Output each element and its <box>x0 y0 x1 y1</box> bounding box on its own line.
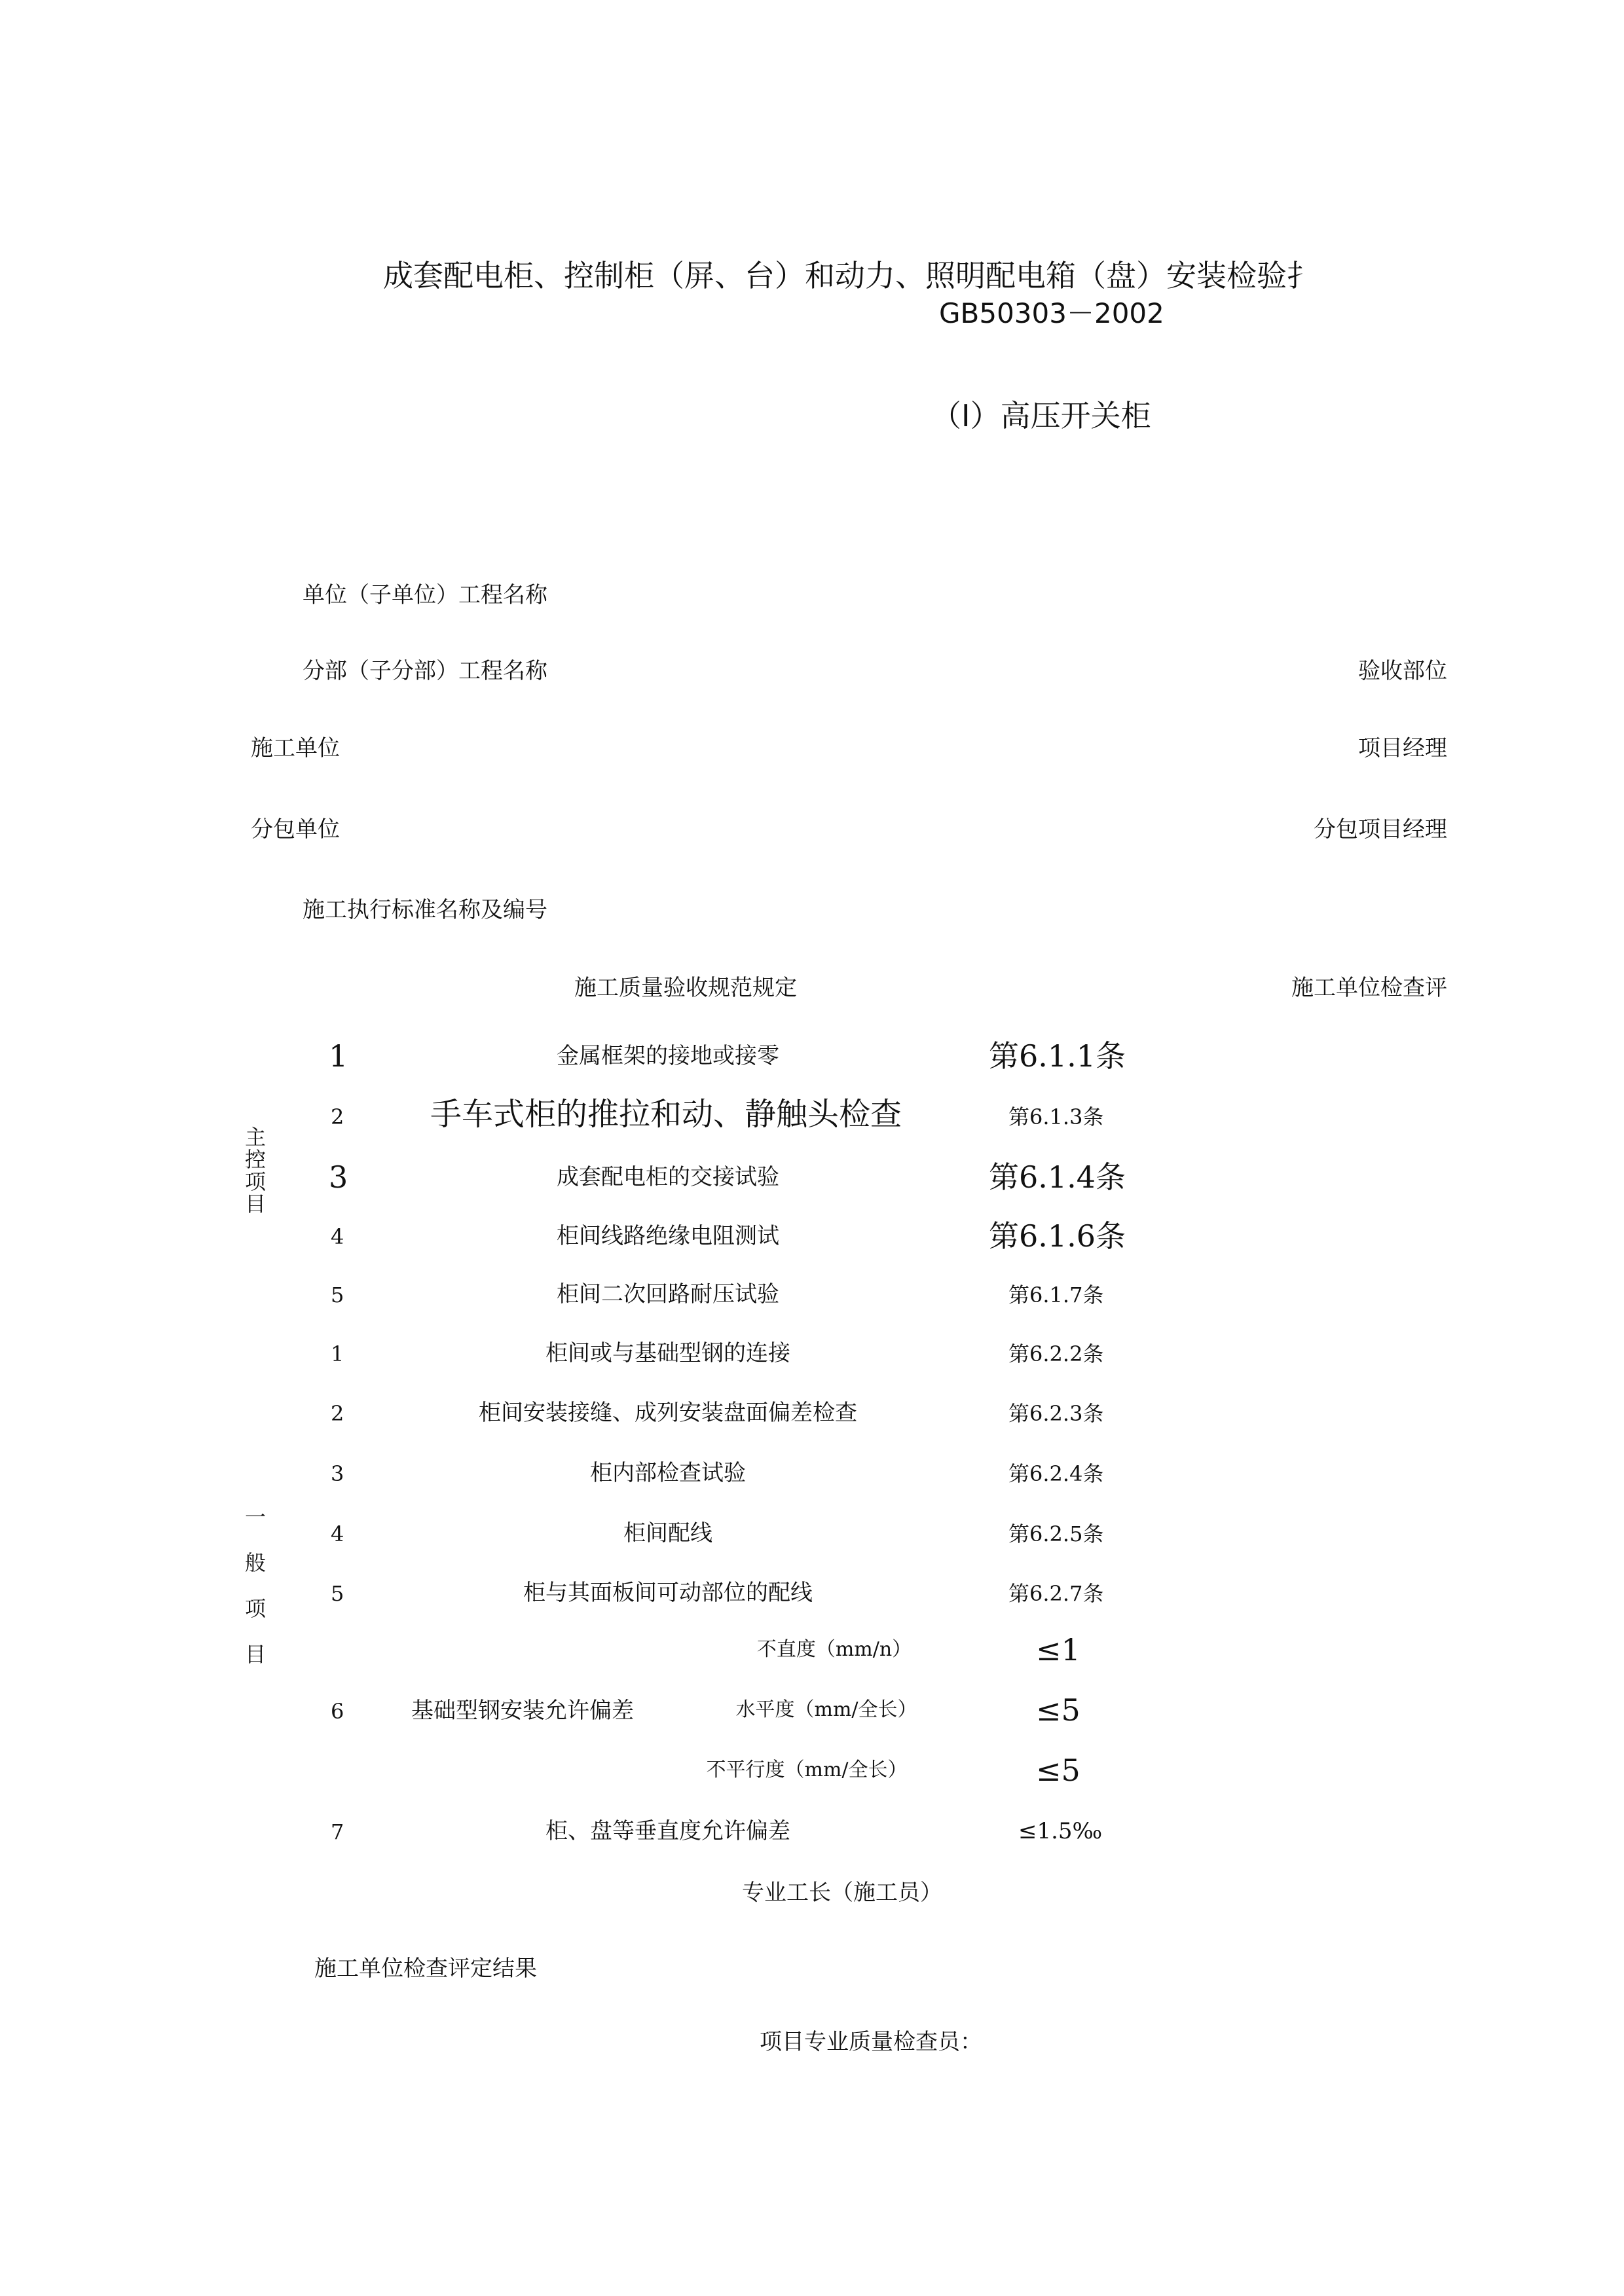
deviation-sub-value: ≤1 <box>1036 1632 1080 1667</box>
main-item-no: 5 <box>331 1283 344 1307</box>
general-item-clause: 第6.2.2条 <box>1008 1341 1104 1366</box>
general-item-name: 柜、盘等垂直度允许偏差 <box>545 1818 790 1844</box>
contractor-label: 施工单位 <box>251 735 340 761</box>
deviation-sub-label: 水平度（mm/全长） <box>735 1698 917 1721</box>
eval-column-header: 施工单位检查评 <box>1291 975 1447 1001</box>
main-item-name: 柜间线路绝缘电阻测试 <box>557 1223 779 1249</box>
general-item-no: 5 <box>331 1581 344 1606</box>
sub-project-label: 分部（子分部）工程名称 <box>303 658 547 684</box>
general-item-no: 3 <box>331 1461 344 1486</box>
main-item-name: 金属框架的接地或接零 <box>557 1043 779 1069</box>
foreman-label: 专业工长（施工员） <box>742 1880 942 1906</box>
deviation-sub-value: ≤5 <box>1036 1753 1080 1788</box>
general-item-no: 2 <box>331 1401 344 1426</box>
deviation-sub-label: 不平行度（mm/全长） <box>706 1758 908 1781</box>
general-item-no: 7 <box>331 1819 344 1844</box>
general-item-clause: 第6.2.3条 <box>1008 1401 1104 1426</box>
main-item-clause: 第6.1.4条 <box>989 1159 1126 1195</box>
general-item-name: 柜间或与基础型钢的连接 <box>545 1340 790 1366</box>
general-item-name: 柜内部检查试验 <box>590 1460 746 1486</box>
main-item-name: 成套配电柜的交接试验 <box>557 1164 779 1190</box>
main-item-clause: 第6.1.6条 <box>989 1218 1126 1254</box>
standard-code: GB50303－2002 <box>939 297 1164 329</box>
general-item-clause: 第6.2.5条 <box>1008 1522 1104 1546</box>
main-item-no: 1 <box>329 1038 348 1074</box>
general-item-name: 柜间配线 <box>623 1520 712 1546</box>
general-item-no: 1 <box>331 1341 344 1366</box>
verticality-value: ≤1.5‰ <box>1018 1818 1103 1844</box>
general-item-clause: 第6.2.7条 <box>1008 1581 1104 1606</box>
subcontractor-label: 分包单位 <box>251 816 340 843</box>
document-title: 成套配电柜、控制柜（屏、台）和动力、照明配电箱（盘）安装检验扌 <box>383 258 1317 293</box>
general-item-clause: 第6.2.4条 <box>1008 1461 1104 1486</box>
general-item-no: 6 <box>331 1699 344 1724</box>
general-item-no: 4 <box>331 1522 344 1546</box>
project-manager-label: 项目经理 <box>1358 735 1447 761</box>
main-item-name: 手车式柜的推拉和动、静触头检查 <box>430 1096 902 1133</box>
unit-project-label: 单位（子单位）工程名称 <box>303 582 547 608</box>
eval-result-label: 施工单位检查评定结果 <box>314 1956 537 1982</box>
general-item-name: 柜与其面板间可动部位的配线 <box>523 1580 813 1606</box>
spec-column-header: 施工质量验收规范规定 <box>574 975 797 1001</box>
general-item-name: 柜间安装接缝、成列安装盘面偏差检查 <box>479 1400 857 1426</box>
general-group-label: 一般项目 <box>242 1506 267 1689</box>
main-item-no: 4 <box>331 1224 344 1249</box>
deviation-sub-value: ≤5 <box>1036 1692 1080 1728</box>
inspector-label: 项目专业质量检查员： <box>760 2029 982 2055</box>
main-item-name: 柜间二次回路耐压试验 <box>557 1281 779 1307</box>
general-item-name: 基础型钢安装允许偏差 <box>411 1698 634 1724</box>
main-control-group-label: 主控项目 <box>242 1126 267 1215</box>
standard-name-label: 施工执行标准名称及编号 <box>303 897 547 923</box>
main-item-no: 2 <box>331 1104 344 1129</box>
main-item-no: 3 <box>329 1159 348 1195</box>
main-item-clause: 第6.1.3条 <box>1008 1104 1104 1129</box>
acceptance-part-label: 验收部位 <box>1358 658 1447 684</box>
section-subtitle: （Ⅰ）高压开关柜 <box>931 398 1151 433</box>
sub-project-manager-label: 分包项目经理 <box>1314 816 1447 843</box>
deviation-sub-label: 不直度（mm/n） <box>756 1638 912 1661</box>
main-item-clause: 第6.1.7条 <box>1008 1283 1104 1307</box>
main-item-clause: 第6.1.1条 <box>989 1038 1126 1074</box>
